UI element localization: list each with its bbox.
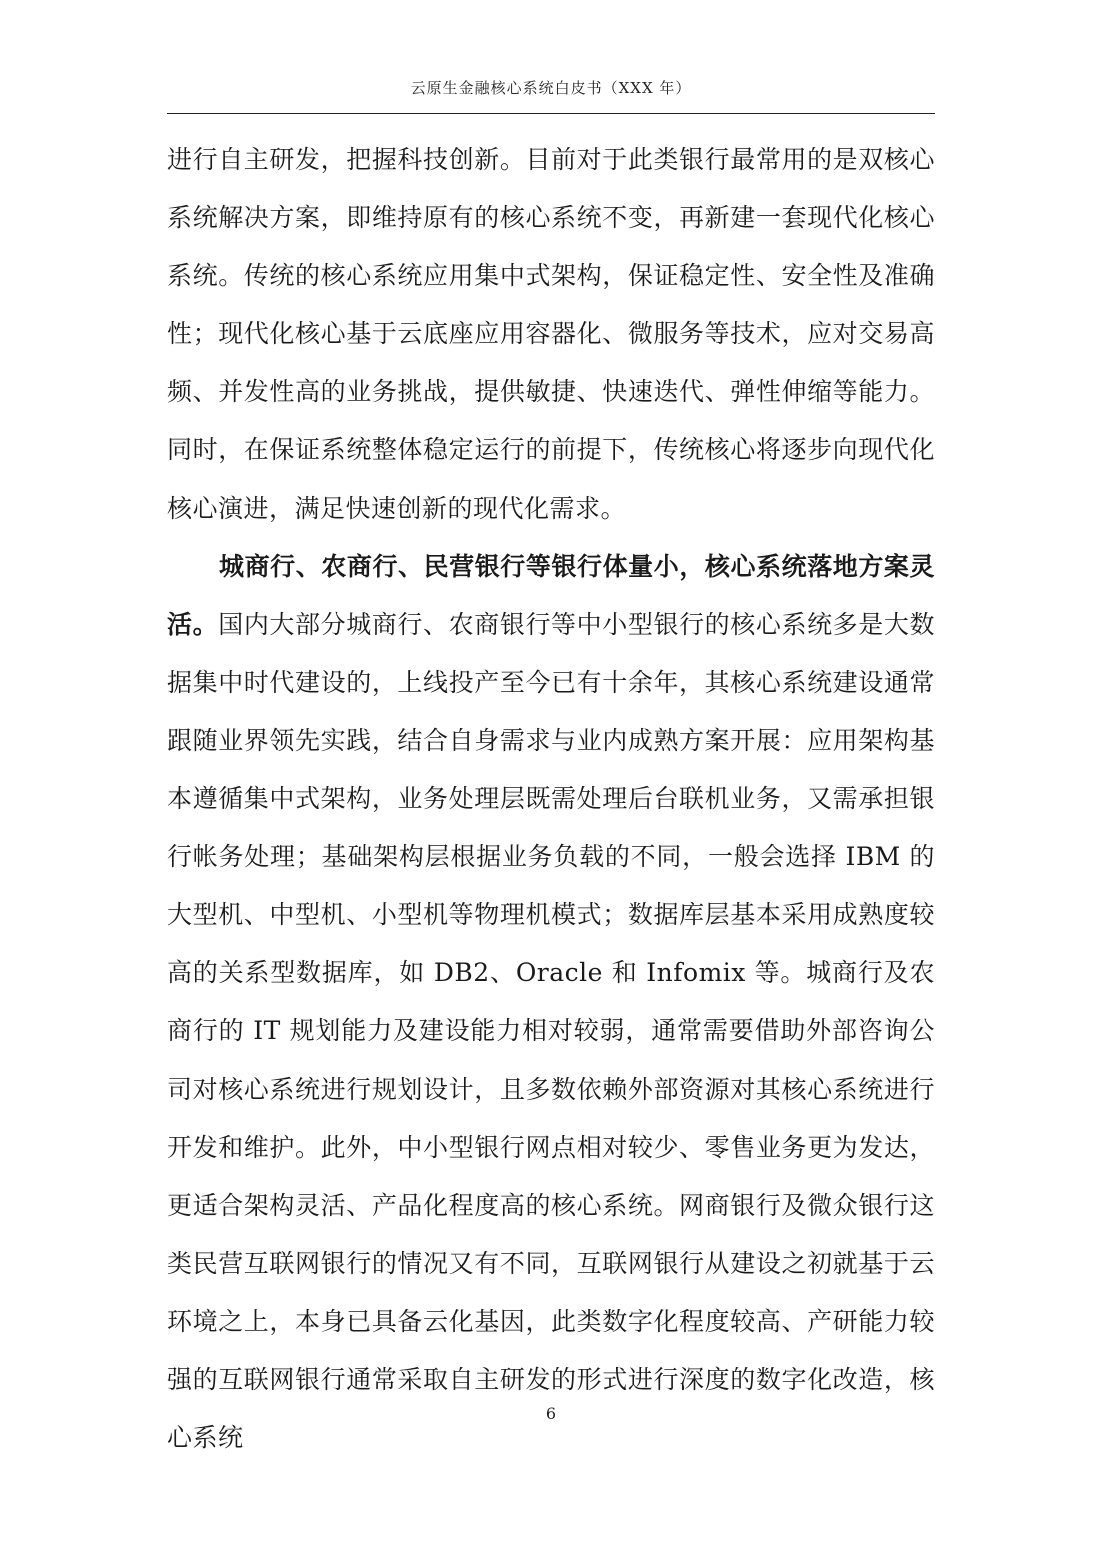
page-number: 6 xyxy=(545,1404,557,1423)
paragraph-text: 进行自主研发，把握科技创新。目前对于此类银行最常用的是双核心系统解决方案，即维持原有的核心系统不变，再新建一套现代化核心系统。传统的核心系统应用集中式架构，保证稳定性、安全性及准确性；现代化核心基于云底座应用容器化、微服务等技术，应对交易高频、并发性高的业务挑战，提供敏捷、快速迭代、弹性伸缩等能力。同时，在保证系统整体稳定运行的前提下，传统核心将逐步向现代化核心演进，满足快速创新的现代化需求。 xyxy=(167,145,935,523)
paragraph-lead-heading: 城商行、农商行、民营银行等银行体量小，核心系统落地方案灵活。 xyxy=(167,551,935,639)
body-text xyxy=(167,131,935,1467)
paragraph-continuation xyxy=(167,131,935,538)
paragraph-text: 国内大部分城商行、农商银行等中小型银行的核心系统多是大数据集中时代建设的，上线投产至今已有十余年，其核心系统建设通常跟随业界领先实践，结合自身需求与业内成熟方案开展：应用架构基本遵循集中式架构，业务处理层既需处理后台联机业务，又需承担银行帐务处理；基础架构层根据业务负载的不同，一般会选择 IBM 的大型机、中型机、小型机等物理机模式；数据库层基本采用成熟度较高的关系型数据库，如 DB2、Oracle 和 Infomix 等。城商行及农商行的 IT 规划能力及建设能力相对较弱，通常需要借助外部咨询公司对核心系统进行规划设计，且多数依赖外部资源对其核心系统进行开发和维护。此外，中小型银行网点相对较少、零售业务更为发达，更适合架构灵活、产品化程度高的核心系统。网商银行及微众银行这类民营互联网银行的情况又有不同，互联网银行从建设之初就基于云环境之上，本身已具备云化基因，此类数字化程度较高、产研能力较强的互联网银行通常采取自主研发的形式进行深度的数字化改造，核心系统 xyxy=(167,609,935,1453)
page-header xyxy=(167,74,935,114)
document-title: 云原生金融核心系统白皮书（XXX 年） xyxy=(410,79,692,97)
paragraph-city-rural-banks xyxy=(167,538,935,1468)
